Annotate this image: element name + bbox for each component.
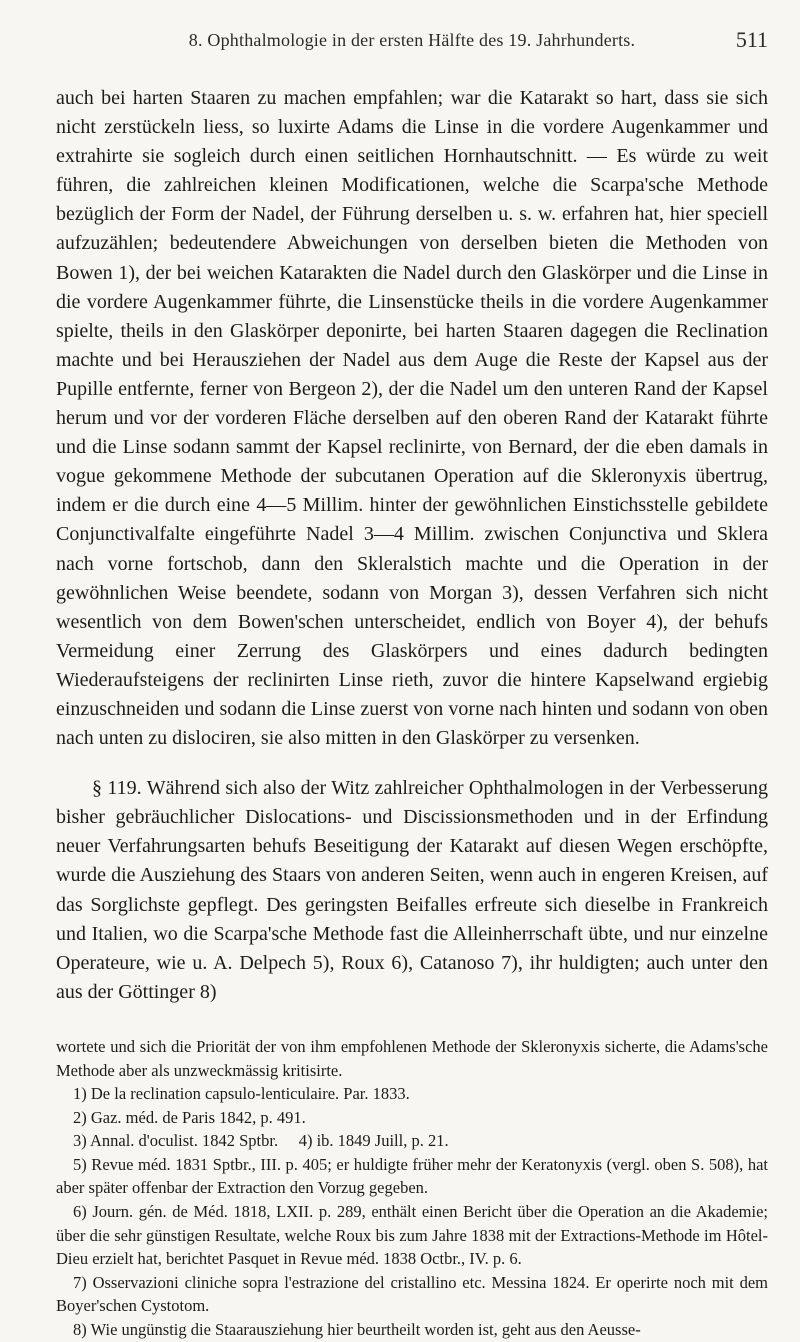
footnote-5: 5) Revue méd. 1831 Sptbr., III. p. 405; er huldigte früher mehr der Keratonyxis (vergl. oben S. 508), hat aber später offenbar der Extraction den Vorzug gegeben. bbox=[56, 1154, 768, 1198]
book-page bbox=[56, 18, 768, 1342]
footnote-1: 1) De la reclination capsulo-lenticulaire. Par. 1833. bbox=[73, 1084, 410, 1104]
page-number: 511 bbox=[735, 27, 768, 52]
footnote-8: 8) Wie ungünstig die Staarausziehung hier beurtheilt worden ist, geht aus den Aeusse- bbox=[73, 1320, 641, 1340]
paragraph-1: auch bei harten Staaren zu machen empfahlen; war die Katarakt so hart, dass sie sich nicht zerstückeln liess, so luxirte Adams die Linse in die vordere Augenkammer und extrahirte sie sogleich durch einen seitlichen Hornhautschnitt. — Es würde zu weit führen, die zahlreichen kleinen Modificationen, welche die Scarpa'sche Methode bezüglich der Form der Nadel, der Führung derselben u. s. w. erfahren hat, hier speciell aufzuzählen; bedeutendere Abweichungen von derselben bieten die Methoden von Bowen 1), der bei weichen Katarakten die Nadel durch den Glaskörper und die Linse in die vordere Augenkammer führte, die Linsenstücke theils in die vordere Augenkammer spielte, theils in den Glaskörper deponirte, bei harten Staaren dagegen die Reclination machte und bei Herausziehen der Nadel aus dem Auge die Reste der Kapsel aus der Pupille entfernte, ferner von Bergeon 2), der die Nadel um den unteren Rand der Kapsel herum und vor der vorderen Fläche derselben auf den oberen Rand der Katarakt führte und die Linse sodann sammt der Kapsel reclinirte, von Bernard, der die eben damals in vogue gekommene Methode der subcutanen Operation auf die Skleronyxis übertrug, indem er die durch eine 4—5 Millim. hinter der gewöhnlichen Einstichsstelle gebildete Conjunctivalfalte eingeführte Nadel 3—4 Millim. zwischen Conjunctiva und Sklera nach vorne fortschob, dann den Skleralstich machte und die Operation in der gewöhnlichen Weise beendete, sodann von Morgan 3), dessen Verfahren sich nicht wesentlich von dem Bowen'schen unterscheidet, endlich von Boyer 4), der behufs Vermeidung einer Zerrung des Glaskörpers und eines dadurch bedingten Wiederaufsteigens der reclinirten Linse rieth, zuvor die hintere Kapselwand ergiebig einzuschneiden und sodann die Linse zuerst von vorne nach hinten und sodann von oben nach unten zu dislociren, sie also mitten in den Glaskörper zu versenken. bbox=[56, 87, 768, 750]
main-text bbox=[56, 84, 768, 1007]
footnote-6: 6) Journ. gén. de Méd. 1818, LXII. p. 289, enthält einen Bericht über die Operation an die Akademie; über die sehr günstigen Resultate, welche Roux bis zum Jahre 1838 mit der Extractions-Methode im Hôtel-Dieu erzielt hat, berichtet Pasquet in Revue méd. 1838 Octbr., IV. p. 6. bbox=[56, 1202, 768, 1269]
footnote-3-4: 3) Annal. d'oculist. 1842 Sptbr. 4) ib. 1849 Juill, p. 21. bbox=[73, 1131, 449, 1151]
footnote-7: 7) Osservazioni cliniche sopra l'estrazione del cristallino etc. Messina 1824. Er operirte noch mit dem Boyer'schen Cystotom. bbox=[56, 1272, 768, 1316]
paragraph-2: § 119. Während sich also der Witz zahlreicher Ophthalmologen in der Verbesserung bisher gebräuchlicher Dislocations- und Discissionsmethoden und in der Erfindung neuer Verfahrungsarten behufs Beseitigung der Katarakt auf diesen Wegen erschöpfte, wurde die Ausziehung des Staars von anderen Seiten, wenn auch in engeren Kreisen, auf das Sorglichste gepflegt. Des geringsten Beifalles erfreute sich dieselbe in Frankreich und Italien, wo die Scarpa'sche Methode fast die Alleinherrschaft übte, und nur einzelne Operateure, wie u. A. Delpech 5), Roux 6), Catanoso 7), ihr huldigten; auch unter den aus der Göttinger 8) bbox=[56, 777, 768, 1003]
footnotes bbox=[56, 1035, 768, 1342]
running-head-title: 8. Ophthalmologie in der ersten Hälfte des 19. Jahrhunderts. bbox=[188, 30, 636, 50]
footnote-2: 2) Gaz. méd. de Paris 1842, p. 491. bbox=[73, 1107, 306, 1127]
running-head bbox=[56, 18, 768, 62]
footnote-continuation: wortete und sich die Priorität der von ihm empfohlenen Methode der Skleronyxis sicherte, die Adams'sche Methode aber als unzweckmässig kritisirte. bbox=[56, 1036, 768, 1080]
